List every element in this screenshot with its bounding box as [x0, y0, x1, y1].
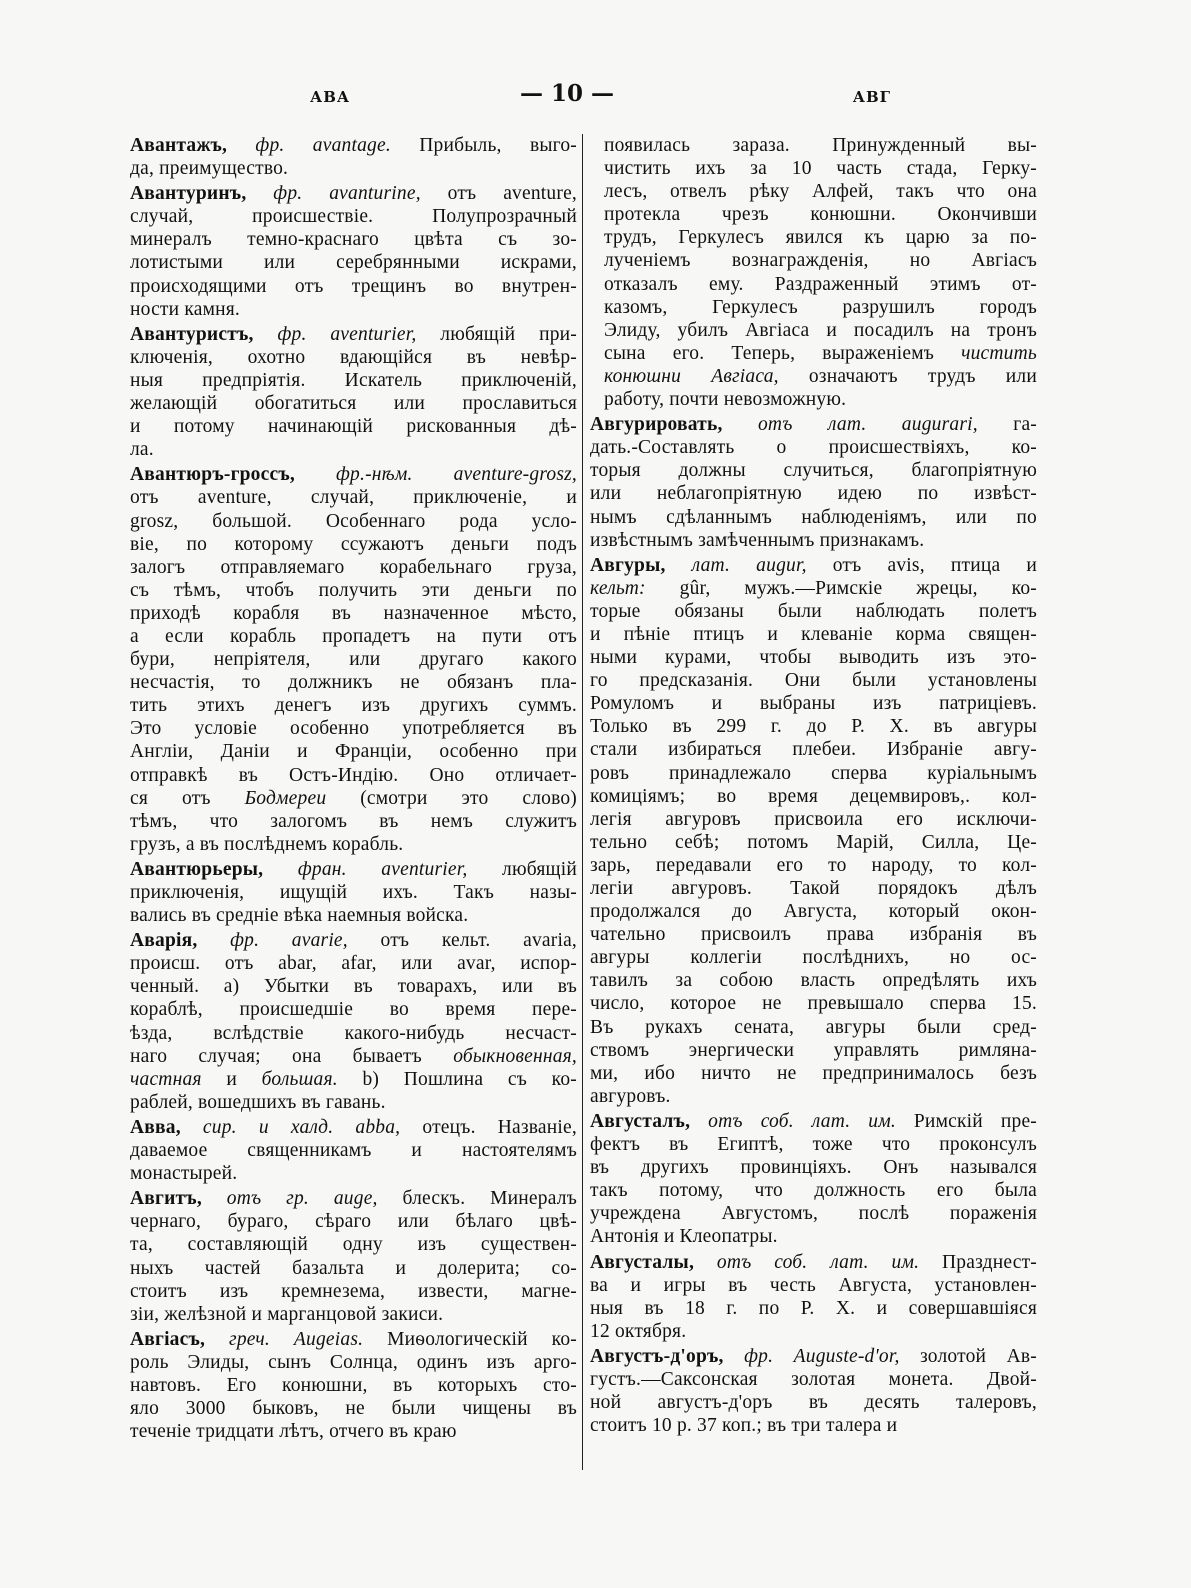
body-text: тавилъ за собою власть опредѣлять ихъ — [590, 970, 1037, 992]
body-text: grosz, большой. Особеннаго рода усло- — [130, 510, 577, 532]
text-line — [590, 1156, 1037, 1179]
headword: Авантажъ, — [130, 135, 228, 156]
headword: Авантуристъ, — [130, 323, 254, 345]
text-line — [604, 180, 1037, 203]
header-right-guide-word: АВГ — [852, 88, 891, 106]
body-text: чательно присвоилъ права избранія въ — [590, 924, 1037, 946]
body-text: зарь, передавали его то народу, то кол- — [590, 854, 1037, 876]
body-text: кораблѣ, происшедшіе во время пере- — [130, 999, 577, 1021]
text-line — [130, 510, 577, 533]
body-text: и потому начинающій рискованныя дѣ- — [130, 416, 577, 438]
body-text: или неблагопріятную идею по извѣст- — [590, 483, 1037, 505]
body-text: трудъ, Геркулесъ явился къ царю за по- — [604, 227, 1037, 249]
text-line — [590, 738, 1037, 761]
body-text: Миѳологическій ко- — [363, 1328, 577, 1350]
text-line — [604, 226, 1037, 249]
body-text: gûr, мужъ.—Римскіе жрецы, ко- — [645, 577, 1037, 599]
italic-text: фр. avanturine, — [246, 183, 421, 205]
italic-text: отъ лат. augurari, — [722, 414, 978, 436]
body-text: число, которое не превышало сперва 15. — [590, 993, 1037, 1015]
text-line — [130, 533, 577, 556]
text-line — [590, 1297, 1037, 1320]
text-line — [590, 992, 1037, 1015]
body-text: ла. — [130, 439, 154, 461]
headword: Авгитъ, — [130, 1188, 202, 1210]
italic-text: фр. avarie, — [197, 930, 348, 952]
body-text: наго случая; она бываетъ — [130, 1045, 454, 1067]
body-text: приходѣ корабля въ назначенное мѣсто, — [130, 602, 577, 624]
body-text: роль Элиды, сынъ Солнца, одинъ изъ арго- — [130, 1351, 577, 1373]
text-line — [130, 1280, 577, 1303]
text-line — [590, 554, 1038, 577]
text-line — [590, 1225, 1037, 1248]
text-line — [130, 1233, 577, 1256]
body-text: ствомъ энергически управлять римляна- — [590, 1039, 1037, 1061]
text-line — [130, 671, 577, 694]
body-text: комиціямъ; во время децемвировъ,. кол- — [590, 785, 1037, 807]
body-text: тѣмъ, что залогомъ въ немъ служитъ — [130, 810, 577, 832]
body-text: происходящими отъ трещинъ во внутрен- — [130, 275, 577, 297]
text-line — [130, 275, 577, 298]
text-line — [130, 1351, 577, 1374]
italic-text: Бодмереи — [244, 787, 327, 809]
text-line — [590, 600, 1037, 623]
body-text: отъ avis, птица и — [806, 554, 1038, 576]
text-line — [130, 392, 577, 415]
headword: Августалъ, — [590, 1110, 691, 1132]
text-line — [130, 1091, 577, 1114]
text-line — [590, 785, 1037, 808]
text-line — [590, 1133, 1037, 1156]
body-text: ности камня. — [130, 298, 241, 320]
text-line — [590, 762, 1037, 785]
headword: Авгурировать, — [590, 414, 723, 436]
text-line — [590, 969, 1037, 992]
body-text: авгуровъ. — [590, 1085, 671, 1107]
text-line — [130, 228, 577, 251]
body-text: зіи, желѣзной и марганцовой закиси. — [130, 1303, 444, 1325]
text-line — [590, 1202, 1037, 1225]
text-line — [130, 764, 577, 787]
body-text: казомъ, Геркулесъ разрушилъ городъ — [604, 296, 1037, 318]
text-line — [130, 998, 577, 1021]
body-text: лученіемъ вознагражденія, но Авгіасъ — [604, 250, 1037, 272]
text-line — [130, 1116, 577, 1139]
body-text: чернаго, бураго, сѣраго или бѣлаго цвѣ- — [130, 1211, 577, 1233]
body-text: продолжался до Августа, который окон- — [590, 901, 1037, 923]
header-left-guide-word: АВА — [310, 88, 351, 106]
body-text: Это условіе особенно употребляется въ — [130, 718, 577, 740]
text-line — [604, 249, 1037, 272]
body-text: ныхъ частей базальта и долерита; со- — [130, 1257, 577, 1279]
text-line — [604, 273, 1037, 296]
body-text: тельно себѣ; потомъ Марій, Силла, Це- — [590, 831, 1037, 853]
text-line — [590, 1391, 1037, 1414]
text-line — [590, 877, 1037, 900]
text-line — [130, 975, 577, 998]
text-line — [590, 669, 1037, 692]
body-text: случай, происшествіе. Полупрозрачный — [130, 206, 577, 228]
body-text: ся отъ — [130, 787, 245, 809]
body-text: блескъ. Минералъ — [377, 1188, 577, 1210]
text-line — [604, 365, 1037, 388]
text-line — [590, 1368, 1037, 1391]
body-text: отправкѣ въ Остъ-Индію. Оно отличает- — [130, 764, 577, 786]
dictionary-entry — [130, 1328, 577, 1443]
body-text: ключенія, охотно вдающійся въ невѣр- — [130, 346, 577, 368]
body-text: стоитъ изъ кремнезема, извести, магне- — [130, 1280, 577, 1302]
body-text: ныя предпріятія. Искатель приключеній, — [130, 369, 577, 391]
italic-text: чистить — [961, 342, 1037, 364]
text-line — [130, 694, 577, 717]
body-text: ми, ибо ничто не предпринималось безъ — [590, 1062, 1037, 1084]
text-line — [130, 415, 577, 438]
text-line — [130, 323, 577, 346]
dictionary-entry — [130, 134, 577, 180]
dictionary-entry — [130, 182, 577, 321]
text-line — [590, 1085, 1037, 1108]
dictionary-entry — [590, 1110, 1037, 1249]
text-line — [590, 854, 1037, 877]
body-text: Только въ 299 г. до Р. Х. въ авгуры — [590, 716, 1037, 738]
body-text: 12 октября. — [590, 1320, 687, 1342]
body-text: монастырей. — [130, 1163, 238, 1185]
text-line — [130, 251, 577, 274]
text-line — [590, 715, 1037, 738]
text-line — [130, 740, 577, 763]
italic-text: отъ гр. auge, — [201, 1188, 378, 1210]
body-text: (смотри это слово) — [326, 787, 577, 809]
dictionary-entry — [590, 413, 1037, 552]
body-text: фектъ въ Египтѣ, тоже что проконсулъ — [590, 1134, 1037, 1156]
text-line — [604, 157, 1037, 180]
text-line — [130, 157, 577, 180]
text-line — [590, 1039, 1037, 1062]
text-line — [590, 1062, 1037, 1085]
body-text: любящій при- — [416, 323, 577, 345]
body-text: Ромуломъ и выбраны изъ патриціевъ. — [590, 693, 1037, 715]
text-line — [590, 506, 1037, 529]
text-line — [590, 436, 1037, 459]
italic-text: конюшни Авгіаса, — [604, 365, 779, 387]
body-text: лотистыми или серебрянными искрами, — [130, 252, 577, 274]
italic-text: греч. Augeias. — [205, 1328, 364, 1350]
text-line — [590, 577, 1037, 600]
body-text: извѣстнымъ замѣченнымъ признакамъ. — [590, 529, 925, 551]
text-line — [590, 946, 1037, 969]
text-line — [130, 438, 577, 461]
italic-text: частная — [130, 1068, 202, 1090]
body-text: отецъ. Названіе, — [400, 1116, 577, 1138]
body-text: Элиду, убилъ Авгіаса и посадилъ на тронъ — [604, 319, 1037, 341]
page-number: — 10 — — [520, 80, 615, 107]
text-line — [130, 134, 578, 157]
body-text: и пѣніе птицъ и клеваніе корма священ- — [590, 623, 1037, 645]
dictionary-entry — [590, 554, 1037, 1108]
body-text: навтовъ. Его конюшни, въ которыхъ сто- — [130, 1374, 577, 1396]
italic-text: обыкновенная, — [453, 1045, 577, 1067]
body-text: приключенія, ищущій ихъ. Такъ назы- — [130, 882, 577, 903]
text-line — [590, 1251, 1037, 1274]
text-line — [130, 182, 577, 205]
text-line — [130, 648, 577, 671]
body-text: ва и игры въ честь Августа, установлен- — [590, 1274, 1037, 1296]
body-text: стоитъ 10 р. 37 коп.; въ три талера и — [590, 1415, 898, 1437]
body-text: отъ aventure, случай, приключеніе, и — [130, 487, 577, 509]
body-text: чистить ихъ за 10 часть стада, Герку- — [604, 158, 1037, 180]
text-line — [590, 1414, 1037, 1437]
text-line — [130, 904, 577, 927]
body-text: Римскій пре- — [895, 1110, 1037, 1132]
text-line — [130, 486, 577, 509]
body-text: та, составляющій одну изъ существен- — [130, 1234, 577, 1256]
text-line — [130, 1328, 577, 1351]
right-column — [590, 134, 1037, 1439]
italic-text: отъ соб. лат. им. — [694, 1251, 920, 1273]
italic-text: фран. aventurier, — [263, 858, 468, 880]
body-text: сына его. Теперь, выраженіемъ — [604, 342, 962, 364]
body-text: а если корабль пропадетъ на пути отъ — [130, 625, 577, 647]
text-line — [590, 1016, 1037, 1039]
body-text: даваемое священникамъ и настоятелямъ — [130, 1140, 577, 1162]
text-line — [604, 203, 1037, 226]
text-line — [590, 1274, 1037, 1297]
body-text: означаютъ трудъ или — [778, 365, 1037, 387]
text-line — [130, 929, 578, 952]
text-line — [604, 388, 1037, 411]
text-line — [130, 787, 577, 810]
body-text: га- — [977, 414, 1037, 436]
body-text: золотой Ав- — [899, 1345, 1037, 1367]
text-line — [130, 1022, 577, 1045]
italic-text: лат. augur, — [665, 554, 807, 576]
dictionary-entry — [130, 1187, 577, 1326]
body-text: работу, почти невозможную. — [604, 389, 847, 411]
body-text: съ тѣмъ, чтобъ получить эти деньги по — [130, 579, 577, 601]
body-text: раблей, вошедшихъ въ гавань. — [130, 1091, 386, 1113]
entry-continuation — [590, 134, 1037, 411]
dictionary-entry — [130, 463, 577, 856]
headword: Авгуры, — [590, 554, 666, 576]
body-text: авгуры коллегіи послѣднихъ, но ос- — [590, 947, 1037, 969]
text-line — [590, 1179, 1037, 1202]
body-text: происш. отъ abar, afar, или avar, испор- — [130, 953, 577, 975]
body-text: ченный. а) Убытки въ товарахъ, или въ — [130, 976, 577, 998]
text-line — [590, 1345, 1037, 1368]
text-line — [590, 900, 1037, 923]
text-line — [130, 1210, 577, 1233]
text-line — [590, 623, 1037, 646]
italic-text: большая. — [261, 1068, 338, 1090]
body-text: появилась зараза. Принужденный вы- — [604, 135, 1037, 156]
body-text: бури, непріятеля, или другаго какого — [130, 649, 577, 671]
body-text: Антонія и Клеопатры. — [590, 1226, 778, 1248]
text-line — [130, 1397, 577, 1420]
headword: Авантуринъ, — [130, 183, 247, 205]
text-line — [130, 1420, 577, 1443]
body-text: Празднест- — [919, 1251, 1037, 1273]
text-line — [130, 1068, 577, 1091]
left-column — [130, 134, 577, 1445]
text-line — [590, 692, 1037, 715]
headword: Авгіасъ, — [130, 1328, 206, 1350]
text-line — [130, 1303, 577, 1326]
text-line — [130, 602, 577, 625]
text-line — [130, 205, 577, 228]
body-text: стали избираться плебеи. Избраніе авгу- — [590, 739, 1037, 761]
text-line — [130, 952, 577, 975]
body-text: густъ.—Саксонская золотая монета. Двой- — [590, 1368, 1037, 1390]
headword: Аварія, — [130, 930, 198, 952]
body-text: любящій — [467, 858, 577, 880]
text-line — [130, 1257, 577, 1280]
body-text: тить этихъ денегъ изъ другихъ суммъ. — [130, 695, 577, 717]
text-line — [590, 646, 1037, 669]
dictionary-entry — [130, 1116, 577, 1185]
body-text: минералъ темно-краснаго цвѣта съ зо- — [130, 229, 577, 251]
body-text: яло 3000 быковъ, не были чищены въ — [130, 1398, 577, 1420]
text-line — [130, 346, 577, 369]
body-text: грузъ, а въ послѣднемъ корабль. — [130, 833, 404, 855]
text-line — [130, 369, 577, 392]
text-line — [130, 717, 577, 740]
text-line — [130, 1374, 577, 1397]
text-line — [604, 319, 1037, 342]
body-text: ѣзда, вслѣдствіе какого-нибудь несчаст- — [130, 1022, 577, 1044]
headword: Авантюръ-гроссъ, — [130, 464, 295, 486]
text-line — [130, 579, 577, 602]
body-text: такъ потому, что должность его была — [590, 1180, 1037, 1202]
text-line — [604, 134, 1037, 157]
text-line — [604, 296, 1037, 319]
text-line — [130, 1045, 577, 1068]
body-text: b) Пошлина съ ко- — [337, 1068, 577, 1090]
text-line — [130, 858, 577, 881]
body-text: залогъ отправляемаго корабельнаго груза, — [130, 556, 577, 578]
text-line — [590, 923, 1037, 946]
body-text: ными курами, чтобы выводить изъ это- — [590, 647, 1037, 669]
body-text: нымъ сдѣланнымъ наблюденіямъ, или по — [590, 506, 1037, 528]
text-line — [590, 413, 1037, 436]
text-line — [130, 1162, 577, 1185]
dictionary-entry — [590, 1345, 1037, 1437]
body-text: отъ кельт. avaria, — [347, 930, 578, 952]
body-text: легіи авгуровъ. Такой порядокъ дѣлъ — [590, 878, 1037, 899]
body-text: въ другихъ провинціяхъ. Онъ назывался — [590, 1157, 1037, 1179]
text-line — [590, 529, 1037, 552]
body-text: легія авгуровъ присвоила его исключи- — [590, 808, 1037, 830]
body-text: торыя должны случиться, благопріятную — [590, 460, 1037, 482]
body-text: Въ рукахъ сената, авгуры были сред- — [590, 1016, 1037, 1038]
body-text: Англіи, Даніи и Франціи, особенно при — [130, 741, 577, 763]
body-text: и — [201, 1068, 262, 1090]
text-line — [130, 1139, 577, 1162]
italic-text: фр.-нѣм. aventure-grosz, — [295, 464, 577, 486]
text-line — [604, 342, 1037, 365]
text-line — [590, 808, 1037, 831]
body-text: го предсказанія. Они были установлены — [590, 670, 1037, 692]
body-text: Прибыль, выго- — [390, 135, 578, 156]
text-line — [590, 1320, 1037, 1343]
italic-text: кельт: — [590, 577, 646, 599]
body-text: отказалъ ему. Раздраженный этимъ от- — [604, 273, 1037, 295]
text-line — [130, 810, 577, 833]
body-text: лесъ, отвелъ рѣку Алфей, такъ что она — [604, 181, 1037, 203]
body-text: торые обязаны были наблюдать полетъ — [590, 600, 1037, 622]
dictionary-entry — [130, 323, 577, 462]
headword: Авва, — [130, 1116, 181, 1138]
body-text: теченіе тридцати лѣтъ, отчего въ краю — [130, 1421, 457, 1443]
text-line — [130, 833, 577, 856]
headword: Августалы, — [590, 1251, 695, 1273]
italic-text: отъ соб. лат. им. — [690, 1110, 896, 1132]
headword: Авантюрьеры, — [130, 858, 264, 880]
text-line — [590, 482, 1037, 505]
text-line — [130, 1187, 577, 1210]
column-divider — [582, 134, 583, 1470]
dictionary-entry — [130, 929, 577, 1114]
body-text: да, преимущество. — [130, 158, 289, 180]
body-text: протекла чрезъ конюшни. Окончивши — [604, 204, 1037, 226]
text-line — [590, 831, 1037, 854]
text-line — [130, 556, 577, 579]
body-text: ровъ принадлежало сперва куріальнымъ — [590, 762, 1037, 784]
body-text: ныя въ 18 г. по Р. Х. и совершавшіяся — [590, 1297, 1037, 1319]
italic-text: фр. aventurier, — [253, 323, 417, 345]
italic-text: сир. и халд. abba, — [180, 1116, 401, 1138]
body-text: дать.-Составлять о происшествіяхъ, ко- — [590, 437, 1037, 459]
dictionary-entry — [590, 1251, 1037, 1343]
body-text: желающій обогатиться или прославиться — [130, 393, 577, 415]
text-line — [130, 463, 577, 486]
body-text: ной августъ-д'оръ въ десять талеровъ, — [590, 1392, 1037, 1414]
text-line — [130, 625, 577, 648]
text-line — [590, 459, 1037, 482]
italic-text: фр. avantage. — [227, 135, 391, 156]
dictionary-entry — [130, 858, 577, 927]
headword: Августъ-д'оръ, — [590, 1345, 724, 1367]
text-line — [590, 1110, 1037, 1133]
page-header — [130, 80, 1041, 114]
body-text: віе, по которому ссужаютъ деньги подъ — [130, 533, 577, 555]
italic-text: фр. Auguste-d'or, — [723, 1345, 900, 1367]
text-line — [130, 298, 577, 321]
body-text: отъ aventure, — [420, 183, 577, 205]
body-text: вались въ средніе вѣка наемныя войска. — [130, 905, 469, 927]
body-text: учреждена Августомъ, послѣ пораженія — [590, 1203, 1037, 1225]
body-text: несчастія, то должникъ не обязанъ пла- — [130, 672, 577, 694]
text-line — [130, 881, 577, 904]
